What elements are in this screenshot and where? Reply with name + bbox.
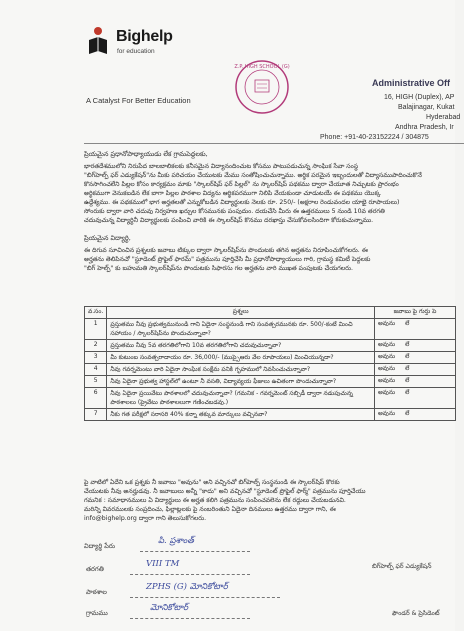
office-phone: Phone: +91-40-23152224 / 304875 bbox=[320, 134, 429, 141]
school-underline bbox=[130, 597, 280, 598]
answer-options[interactable] bbox=[375, 409, 456, 421]
intro-line: అర్థికముగా వెనుకబడిన లేక బాగా పిల్లల పాఠశాల విద్యను ఆర్థికపరముగా నిలిపి వేయకుండా చూడుటయే ఈ పథకము యొక్క bbox=[84, 190, 381, 197]
answer-yes[interactable]: అవును bbox=[378, 320, 396, 327]
class-value[interactable]: VIII TM bbox=[146, 559, 180, 569]
row-number: 3 bbox=[85, 352, 107, 364]
answer-no[interactable]: లే bbox=[405, 377, 410, 384]
question-text: మీ కుటుంబ సంవత్సరాదాయం రూ. 36,000/- (ముప్పైఆరు వేల రూపాయలు) మించియున్నదా? bbox=[107, 352, 375, 364]
intro-line: సోంరుకు ద్వారా వారి చదువు నిర్వహణ ఖర్చుల కోసమునకు పంపుదుం. దయచేసి మీరు ఈ ఉత్తరములు 5 నుండి 10వ తరగతి bbox=[84, 208, 385, 215]
table-row bbox=[85, 319, 456, 340]
office-line: Andhra Pradesh, Ir bbox=[395, 124, 454, 131]
logo-person-icon bbox=[86, 26, 112, 60]
class-label: తరగతి bbox=[86, 565, 104, 573]
answer-yes[interactable]: అవును bbox=[378, 410, 396, 417]
table-row bbox=[85, 376, 456, 388]
closing-line: గమనిక : సమాధానములు ఏ విద్యార్థులు ఈ అర్హత కలిగి పత్రమును సంపించవలెను లేక రద్దులు చేయబడునవి. bbox=[84, 497, 346, 504]
row-number: 6 bbox=[85, 388, 107, 409]
intro-line: "బిగ్‌హెల్ప్ ఫర్ ఎడ్యుకేషన్"ను మీకు పరిచయం చేయుటకు మేము సంతోషించుచున్నాము. అర్థిక పరమైన ఇబ్బందులతో విద్యాసముపాదించుకొనే bbox=[84, 172, 422, 179]
answer-yes[interactable]: అవును bbox=[378, 365, 396, 372]
school-label: పాఠశాల bbox=[86, 588, 107, 596]
answer-no[interactable]: లే bbox=[405, 365, 410, 372]
salutation: ప్రియమైన ప్రధానోపాధ్యాయుడు లేక గ్రామపెద్దలకు, bbox=[84, 150, 208, 158]
answer-yes[interactable]: అవును bbox=[378, 377, 396, 384]
student-name-label: విద్యార్థి పేరు bbox=[84, 542, 116, 550]
table-row bbox=[85, 340, 456, 352]
column-header-answer: జవాబు పై గుర్తు పె bbox=[375, 307, 456, 319]
student-name-underline bbox=[140, 551, 250, 552]
brand-subtitle: for education bbox=[117, 48, 155, 55]
student-line: "బిగ్ హెల్ప్" కు బహుమతి స్కాలర్‌షిప్‌ను పొందుటకు సిఫారసు గల అర్హతను వారి ముఖత పంపుటకు చేయగలరు. bbox=[84, 265, 353, 272]
column-header-number: వ.సం. bbox=[85, 307, 107, 319]
org-signature-label: బిగ్‌హెల్ప్ ఫర్ ఎడ్యుకేషన్ bbox=[372, 563, 432, 570]
tagline: A Catalyst For Better Education bbox=[86, 96, 191, 105]
village-label: గ్రామము bbox=[86, 609, 108, 617]
question-text: నీవు గవర్నమెంటు వారి ఏదైనా సాంఘిక సంక్షేమ పనికి గృహములో నివసించుచున్నావా? bbox=[107, 364, 375, 376]
eligibility-table bbox=[84, 306, 456, 421]
table-row bbox=[85, 352, 456, 364]
question-text: నీవు ఏదైనా ప్రయివేటు పాఠశాలలో చదువుచున్నావా? (గమనిక - గవర్నమెంట్ సబ్సిడీ ద్వారా నడుపుచున్న పాఠశాలలు (ప్రైవేటు పాఠశాలలుగా గణించబడవు.) bbox=[107, 388, 375, 409]
answer-options[interactable] bbox=[375, 376, 456, 388]
svg-text:Z.P. HIGH SCHOOL (G): Z.P. HIGH SCHOOL (G) bbox=[234, 64, 290, 70]
answer-yes[interactable]: అవును bbox=[378, 389, 396, 396]
village-value[interactable]: మోనికోటార్ bbox=[150, 603, 189, 613]
closing-line: పై వాటిలో ఏదేని ఒక ప్రశ్నకు నీ జవాబు "అవును" అని వచ్చినచో బిగ్‌హెల్ప్ సంస్థనుండి ఈ స్కాలర్‌షిప్ కొరకు bbox=[84, 479, 340, 486]
row-number: 1 bbox=[85, 319, 107, 340]
answer-no[interactable]: లే bbox=[405, 389, 410, 396]
intro-line: భారతదేశములోని నిరుపేద బాలబాలికలకు కనీసమైన విద్యానందించుట కోసము పాటుపడుచున్న సాంఘిక సేవా సంస్థ bbox=[84, 163, 359, 170]
office-line: 16, HIGH (Duplex), AP bbox=[384, 94, 455, 101]
row-number: 5 bbox=[85, 376, 107, 388]
answer-no[interactable]: లే bbox=[405, 353, 410, 360]
answer-options[interactable] bbox=[375, 352, 456, 364]
question-text: ప్రస్తుతము నీవు ప్రభుత్వమునుండి గాని ఏదైనా సంస్థనుండి గాని సంవత్సరమునకు రూ. 500/-కంటే మించి సహాయం / స్కాలర్‌షిప్‌ను పొందుచున్నావా? bbox=[107, 319, 375, 340]
closing-line: మరిన్ని వివరములకు సంప్రదించు, ఫిల్లాట్లలకు పై నంబరింతుని ఏదైనా దినములు ఉత్తరము ద్వారా గాని, ఈ bbox=[84, 506, 336, 513]
founder-signature-label: ఫౌండర్ & ప్రెసిడెంట్ bbox=[392, 610, 440, 617]
answer-options[interactable] bbox=[375, 340, 456, 352]
village-underline bbox=[130, 618, 250, 619]
office-line: Balajinagar, Kukat bbox=[398, 104, 455, 111]
table-row bbox=[85, 388, 456, 409]
answer-options[interactable] bbox=[375, 319, 456, 340]
closing-line: చేయుటకు నీవు అనర్హుడవు. నీ జవాబులు అన్నీ "కాదు" అని వచ్చినచో "స్టూడెంట్ ప్రొఫైల్ ఫార్మ్" పత్రమును పూర్తిచేయు bbox=[84, 488, 366, 495]
answer-no[interactable]: లే bbox=[405, 320, 410, 327]
student-line: అర్హతను తెలిపినచో "స్టూడెంట్ ప్రొఫైల్ ఫారమ్" పత్రమును పూర్తిచేసి మీ ప్రధానోపాధ్యాయులు గారి, గ్రామస్థ కమిటీ పెద్దలకు bbox=[84, 256, 371, 263]
student-line: ఈ దిగువ సూచించిన ప్రశ్నలకు జవాబు టిక్కుల ద్వారా స్కాలర్‌షిప్‌ను పొందుటకు తగిన అర్హతను నిరూపించుకోగలరు. ఈ bbox=[84, 247, 368, 254]
closing-line: info@bighelp.org ద్వారా గాని తెలుసుకోగలరు. bbox=[84, 515, 207, 522]
intro-line: ఉద్దేశ్యము. ఈ పథకములో భాగ అర్హతలతో ఎన్నుకోబడిన విద్యార్థులకు నెలకు రూ. 250/- (అక్షరాల రెండువందల యాభై రూపాయలు) bbox=[84, 199, 400, 206]
school-value[interactable]: ZPHS (G) మోనికోటార్ bbox=[146, 582, 228, 592]
row-number: 4 bbox=[85, 364, 107, 376]
student-salutation: ప్రియమైన విద్యార్థి, bbox=[84, 234, 131, 242]
question-text: నీకు గత పరీక్షలో సరాసరి 40% కన్నా తక్కువ మార్కులు వచ్చినవా? bbox=[107, 409, 375, 421]
office-title: Administrative Off bbox=[372, 78, 451, 88]
bighelp-logo bbox=[86, 26, 196, 66]
answer-options[interactable] bbox=[375, 388, 456, 409]
answer-options[interactable] bbox=[375, 364, 456, 376]
answer-no[interactable]: లే bbox=[405, 341, 410, 348]
question-text: ప్రస్తుతము నీవు 5వ తరగతిలోగాని 10వ తరగతిలోగాని చదువుచున్నావా? bbox=[107, 340, 375, 352]
question-text: నీవు ఏదైనా ప్రభుత్వ హాస్టల్‌లో ఉంటూ నీ వసతి, విద్యావ్యయ ఫీజులు ఉచితంగా పొందుచున్నావా? bbox=[107, 376, 375, 388]
header-divider bbox=[84, 143, 464, 144]
answer-yes[interactable]: అవును bbox=[378, 341, 396, 348]
office-line: Hyderabad bbox=[426, 114, 461, 121]
answer-no[interactable]: లే bbox=[405, 410, 410, 417]
class-underline bbox=[130, 574, 250, 575]
intro-line: కొనసాగించలేని పిల్లల కోసం కార్యక్రమం మాకు "స్కాలర్‌షిప్ ఫర్ పిల్లల్" ను స్కాలర్‌షిప్ పథకము ద్వారా చేయూత నిచ్చుటకు ప్రారంభం bbox=[84, 181, 399, 188]
row-number: 7 bbox=[85, 409, 107, 421]
brand-name: Bighelp bbox=[116, 28, 173, 45]
table-header-row bbox=[85, 307, 456, 319]
table-row bbox=[85, 364, 456, 376]
student-name-value[interactable]: పి. ప్రశాంత్ bbox=[158, 536, 194, 546]
school-seal-stamp bbox=[233, 58, 291, 116]
intro-line: చదువుచున్న విద్యార్థినీ విద్యార్థులకు పంపించి వారికి ఈ స్కాలర్‌షిప్ కొనము దరఖాస్తు చేసుకోవలసిందిగా కోరుకుచున్నాము. bbox=[84, 217, 374, 224]
answer-yes[interactable]: అవును bbox=[378, 353, 396, 360]
table-row bbox=[85, 409, 456, 421]
column-header-questions: ప్రశ్నలు bbox=[107, 307, 375, 319]
row-number: 2 bbox=[85, 340, 107, 352]
